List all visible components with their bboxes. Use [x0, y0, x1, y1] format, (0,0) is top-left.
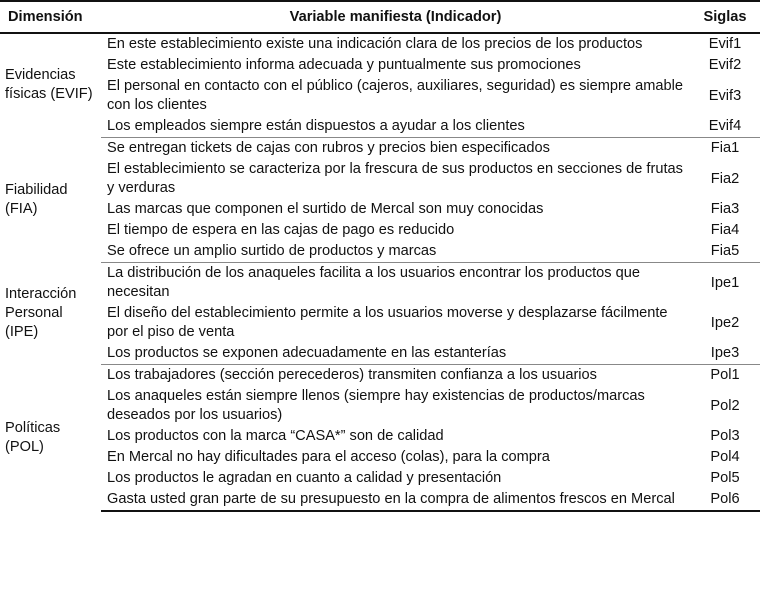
- header-variable: Variable manifiesta (Indicador): [101, 1, 690, 33]
- dimension-cell: Políticas (POL): [0, 365, 101, 512]
- indicator-code: Fia3: [710, 201, 740, 217]
- indicator-code: Evif4: [708, 118, 742, 134]
- indicator-text: El diseño del establecimiento permite a los usuarios moverse y desplazarse fácilmente por el piso de venta: [107, 305, 668, 340]
- indicator-code: Evif2: [708, 57, 742, 73]
- table-row: [0, 447, 760, 468]
- indicator-code: Pol6: [690, 489, 760, 511]
- table-row: [0, 159, 760, 199]
- table-row: [0, 343, 760, 365]
- indicator-text: Este establecimiento informa adecuada y puntualmente sus promociones: [107, 57, 581, 73]
- indicator-text: Los anaqueles están siempre llenos (siempre hay existencias de productos/marcas deseados por los usuarios): [107, 388, 645, 423]
- indicator-text: Las marcas que componen el surtido de Mercal son muy conocidas: [107, 201, 544, 217]
- indicator-text: Se ofrece un amplio surtido de productos y marcas: [107, 243, 437, 259]
- indicator-code: Pol3: [710, 428, 740, 444]
- table-row: [0, 76, 760, 116]
- table-row: [0, 55, 760, 76]
- header-dimension: Dimensión: [0, 1, 101, 33]
- indicator-text: Los productos le agradan en cuanto a calidad y presentación: [107, 470, 502, 486]
- dimension-cell: Fiabilidad (FIA): [0, 138, 101, 263]
- indicator-code: Ipe3: [710, 345, 740, 361]
- indicator-code: Evif3: [708, 87, 742, 104]
- indicator-code: Fia2: [710, 170, 740, 187]
- table-row: [0, 263, 760, 304]
- dimension-cell: Evidencias físicas (EVIF): [0, 33, 101, 138]
- indicator-text: En Mercal no hay dificultades para el acceso (colas), para la compra: [107, 449, 550, 465]
- table-row: [0, 365, 760, 387]
- table-row: [0, 489, 760, 511]
- indicator-text: Los empleados siempre están dispuestos a ayudar a los clientes: [107, 118, 525, 134]
- table-row: [0, 220, 760, 241]
- indicator-text: Se entregan tickets de cajas con rubros y precios bien especificados: [101, 138, 690, 160]
- header-siglas: Siglas: [690, 1, 760, 33]
- indicator-code: Fia4: [710, 222, 740, 238]
- table-row: [0, 199, 760, 220]
- dimension-cell: Interacción Personal (IPE): [0, 263, 101, 365]
- indicator-code: Fia5: [710, 243, 740, 259]
- table-row: [0, 33, 760, 55]
- table-row: [0, 116, 760, 138]
- indicator-text: En este establecimiento existe una indicación clara de los precios de los productos: [101, 33, 690, 55]
- indicator-text: Los productos con la marca “CASA*” son de calidad: [107, 428, 444, 444]
- table-row: [0, 241, 760, 263]
- indicator-code: Pol1: [690, 365, 760, 387]
- indicator-text: Los productos se exponen adecuadamente en las estanterías: [107, 345, 507, 361]
- table-row: [0, 303, 760, 343]
- indicator-code: Fia1: [690, 138, 760, 160]
- indicator-code: Ipe1: [690, 263, 760, 304]
- indicator-code: Evif1: [690, 33, 760, 55]
- table-row: [0, 426, 760, 447]
- indicator-code: Pol2: [710, 397, 740, 414]
- table-row: [0, 138, 760, 160]
- indicator-text: La distribución de los anaqueles facilita a los usuarios encontrar los productos que necesitan: [101, 263, 690, 304]
- indicator-text: Los trabajadores (sección perecederos) transmiten confianza a los usuarios: [101, 365, 690, 387]
- table-body: [0, 33, 760, 511]
- indicator-text: El personal en contacto con el público (cajeros, auxiliares, seguridad) es siempre amable con los clientes: [107, 78, 683, 113]
- indicator-code: Ipe2: [710, 314, 740, 331]
- indicator-code: Pol4: [710, 449, 740, 465]
- indicator-code: Pol5: [710, 470, 740, 486]
- table-row: [0, 468, 760, 489]
- indicator-text: Gasta usted gran parte de su presupuesto en la compra de alimentos frescos en Mercal: [101, 489, 690, 511]
- header-row: [0, 1, 760, 33]
- table-row: [0, 386, 760, 426]
- indicator-text: El establecimiento se caracteriza por la frescura de sus productos en secciones de frutas y verduras: [107, 161, 683, 196]
- indicator-text: El tiempo de espera en las cajas de pago es reducido: [107, 222, 455, 238]
